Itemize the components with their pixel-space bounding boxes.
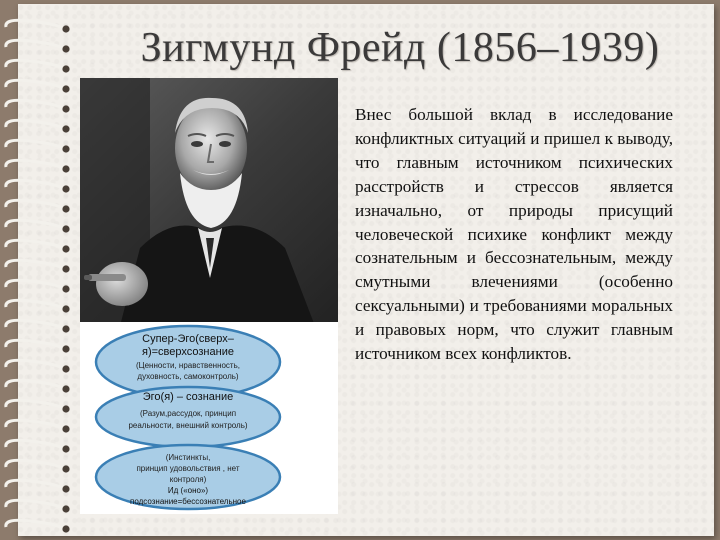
spiral-hole [62, 85, 69, 92]
spiral-ring [6, 440, 64, 449]
body-paragraph: Внес большой вклад в исследование конфликтных ситуаций и пришел к выводу, что главным источником психических расстройств и стрессов является изначально, от природы присущий человеческой психике конфликт между сознательным и бессознательным, между смутными влечениями (особенно сексуальными) и требованиями моральных и правовых норм, что служит главным источником всех конфликтов. [355, 105, 673, 364]
super-ego-line1: Супер-Эго(сверх– [142, 333, 234, 345]
spiral-ring [6, 180, 64, 189]
ego-ellipse [96, 387, 280, 447]
spiral-hole [62, 325, 69, 332]
spiral-hole [62, 425, 69, 432]
ego-line1: Эго(я) – сознание [142, 391, 234, 403]
super-ego-detail2: духовность, самоконтроль) [137, 372, 239, 381]
spiral-hole [62, 125, 69, 132]
spiral-hole [62, 345, 69, 352]
id-line1: Ид («оно») [167, 486, 209, 495]
spiral-hole [62, 225, 69, 232]
spiral-ring [6, 340, 64, 349]
spiral-hole [62, 65, 69, 72]
spiral-ring [6, 120, 64, 129]
id-line2: подсознание=бессознательное [130, 497, 246, 506]
spiral-hole [62, 525, 69, 532]
id-detail2: принцип удовольствия , нет [136, 464, 240, 473]
spiral-ring [6, 80, 64, 89]
spiral-ring [6, 280, 64, 289]
spiral-ring [6, 20, 64, 29]
spiral-ring [6, 100, 64, 109]
spiral-ring [6, 400, 64, 409]
spiral-ring [6, 480, 64, 489]
spiral-hole [62, 505, 69, 512]
id-detail3: контроля) [169, 475, 207, 484]
slide-title: Зигмунд Фрейд (1856–1939) [140, 25, 660, 71]
portrait-photo [80, 78, 338, 326]
spiral-hole [62, 465, 69, 472]
spiral-ring [6, 500, 64, 509]
spiral-hole [62, 145, 69, 152]
spiral-ring [6, 380, 64, 389]
spiral-hole [62, 205, 69, 212]
spiral-hole [62, 405, 69, 412]
ego-detail2: реальности, внешний контроль) [128, 421, 248, 430]
spiral-hole [62, 485, 69, 492]
ego-detail1: (Разум,рассудок, принцип [139, 409, 237, 418]
spiral-ring [6, 200, 64, 209]
spiral-ring [6, 520, 64, 529]
spiral-ring [6, 60, 64, 69]
spiral-hole [62, 245, 69, 252]
spiral-hole [62, 305, 69, 312]
spiral-ring [6, 140, 64, 149]
spiral-ring [6, 220, 64, 229]
spiral-ring [6, 320, 64, 329]
spiral-hole [62, 185, 69, 192]
spiral-hole [62, 45, 69, 52]
spiral-hole [62, 25, 69, 32]
psyche-structure-diagram [80, 322, 338, 514]
spiral-ring [6, 160, 64, 169]
spiral-hole [62, 165, 69, 172]
spiral-hole [62, 285, 69, 292]
super-ego-line2: я)=сверхсознание [142, 346, 234, 358]
spiral-ring [6, 460, 64, 469]
spiral-ring [6, 420, 64, 429]
spiral-hole [62, 105, 69, 112]
spiral-hole [62, 365, 69, 372]
spiral-ring [6, 40, 64, 49]
id-ellipse [96, 445, 280, 509]
spiral-ring [6, 360, 64, 369]
spiral-ring [6, 260, 64, 269]
spiral-hole [62, 385, 69, 392]
spiral-ring [6, 300, 64, 309]
spiral-hole [62, 445, 69, 452]
spiral-ring [6, 240, 64, 249]
id-detail1: (Инстинкты, [165, 453, 211, 462]
spiral-hole [62, 265, 69, 272]
spiral-binding-icon [0, 6, 78, 536]
super-ego-detail1: (Ценности, нравственность, [136, 361, 240, 370]
